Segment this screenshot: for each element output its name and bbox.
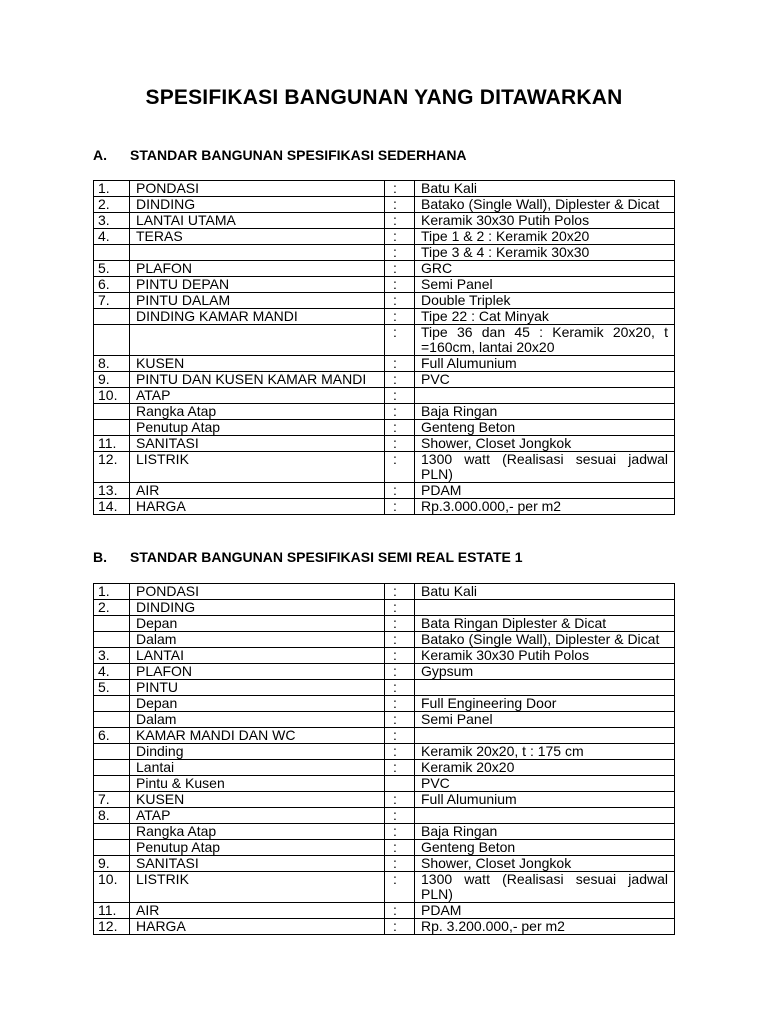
table-row	[94, 372, 675, 388]
row-value: Rp.3.000.000,- per m2	[415, 499, 675, 515]
row-colon: :	[385, 420, 415, 436]
row-item: Depan	[130, 616, 385, 632]
row-colon: :	[385, 872, 415, 903]
row-item: Penutup Atap	[130, 840, 385, 856]
table-row	[94, 648, 675, 664]
table-row	[94, 293, 675, 309]
row-value: Keramik 30x30 Putih Polos	[415, 648, 675, 664]
row-colon: :	[385, 229, 415, 245]
row-item: LANTAI UTAMA	[130, 213, 385, 229]
row-number	[94, 696, 130, 712]
table-row	[94, 903, 675, 919]
table-row	[94, 792, 675, 808]
section-b-heading	[93, 549, 523, 565]
row-colon	[385, 776, 415, 792]
row-value	[415, 728, 675, 744]
row-value: Keramik 20x20	[415, 760, 675, 776]
row-value: Full Engineering Door	[415, 696, 675, 712]
row-value: Tipe 1 & 2 : Keramik 20x20	[415, 229, 675, 245]
row-number: 3.	[94, 213, 130, 229]
row-value: Genteng Beton	[415, 840, 675, 856]
row-value	[415, 388, 675, 404]
row-number: 2.	[94, 197, 130, 213]
table-row	[94, 600, 675, 616]
row-item: KUSEN	[130, 356, 385, 372]
row-value: Genteng Beton	[415, 420, 675, 436]
row-item: LANTAI	[130, 648, 385, 664]
row-item: ATAP	[130, 808, 385, 824]
row-number: 1.	[94, 584, 130, 600]
table-row	[94, 356, 675, 372]
row-value: Baja Ringan	[415, 824, 675, 840]
row-colon: :	[385, 436, 415, 452]
row-item: Penutup Atap	[130, 420, 385, 436]
row-colon: :	[385, 840, 415, 856]
row-number: 10.	[94, 388, 130, 404]
table-row	[94, 680, 675, 696]
row-colon: :	[385, 664, 415, 680]
row-number	[94, 309, 130, 325]
row-value: Double Triplek	[415, 293, 675, 309]
row-colon: :	[385, 245, 415, 261]
table-row	[94, 197, 675, 213]
row-colon: :	[385, 616, 415, 632]
row-colon: :	[385, 499, 415, 515]
spec-table-b	[93, 583, 675, 935]
row-value	[415, 808, 675, 824]
row-number: 8.	[94, 808, 130, 824]
table-row	[94, 483, 675, 499]
row-item: Dinding	[130, 744, 385, 760]
row-value: Full Alumunium	[415, 792, 675, 808]
row-colon: :	[385, 919, 415, 935]
row-colon: :	[385, 277, 415, 293]
section-heading-text: STANDAR BANGUNAN SPESIFIKASI SEDERHANA	[130, 147, 467, 163]
row-colon: :	[385, 293, 415, 309]
row-number: 11.	[94, 436, 130, 452]
row-value: Gypsum	[415, 664, 675, 680]
row-colon: :	[385, 744, 415, 760]
row-value: Tipe 3 & 4 : Keramik 30x30	[415, 245, 675, 261]
row-item: ATAP	[130, 388, 385, 404]
row-value: Rp. 3.200.000,- per m2	[415, 919, 675, 935]
row-colon: :	[385, 792, 415, 808]
table-row	[94, 744, 675, 760]
table-row	[94, 213, 675, 229]
row-value	[415, 680, 675, 696]
section-heading-text: STANDAR BANGUNAN SPESIFIKASI SEMI REAL ESTATE 1	[130, 549, 523, 565]
row-colon: :	[385, 213, 415, 229]
row-number: 13.	[94, 483, 130, 499]
row-value: Semi Panel	[415, 277, 675, 293]
table-row	[94, 696, 675, 712]
row-number	[94, 632, 130, 648]
row-value: Tipe 22 : Cat Minyak	[415, 309, 675, 325]
table-row	[94, 277, 675, 293]
row-item: PINTU DAN KUSEN KAMAR MANDI	[130, 372, 385, 388]
row-value: Shower, Closet Jongkok	[415, 436, 675, 452]
row-value: Full Alumunium	[415, 356, 675, 372]
row-item: TERAS	[130, 229, 385, 245]
row-colon: :	[385, 388, 415, 404]
table-row	[94, 712, 675, 728]
row-item: PINTU DEPAN	[130, 277, 385, 293]
table-row	[94, 452, 675, 483]
row-number: 4.	[94, 229, 130, 245]
table-row	[94, 325, 675, 356]
row-number: 12.	[94, 452, 130, 483]
table-row	[94, 245, 675, 261]
row-item: PLAFON	[130, 664, 385, 680]
row-item: Dalam	[130, 712, 385, 728]
row-value: Batu Kali	[415, 181, 675, 197]
row-colon: :	[385, 632, 415, 648]
row-item: LISTRIK	[130, 452, 385, 483]
row-colon: :	[385, 404, 415, 420]
table-row	[94, 584, 675, 600]
row-item: Rangka Atap	[130, 404, 385, 420]
table-row	[94, 664, 675, 680]
row-number: 6.	[94, 277, 130, 293]
page-title: SPESIFIKASI BANGUNAN YANG DITAWARKAN	[145, 86, 623, 109]
row-value: PVC	[415, 372, 675, 388]
table-row	[94, 436, 675, 452]
table-row	[94, 840, 675, 856]
table-row	[94, 616, 675, 632]
table-row	[94, 824, 675, 840]
row-item: HARGA	[130, 499, 385, 515]
row-number: 9.	[94, 856, 130, 872]
table-row	[94, 919, 675, 935]
row-colon: :	[385, 600, 415, 616]
row-value: 1300 watt (Realisasi sesuai jadwal PLN)	[415, 452, 675, 483]
row-number: 7.	[94, 293, 130, 309]
row-item: PONDASI	[130, 181, 385, 197]
row-colon: :	[385, 452, 415, 483]
table-row	[94, 856, 675, 872]
table-row	[94, 808, 675, 824]
row-number	[94, 420, 130, 436]
row-colon: :	[385, 372, 415, 388]
row-item: Pintu & Kusen	[130, 776, 385, 792]
row-colon: :	[385, 808, 415, 824]
row-number: 3.	[94, 648, 130, 664]
row-item: KAMAR MANDI DAN WC	[130, 728, 385, 744]
row-number: 5.	[94, 261, 130, 277]
table-row	[94, 404, 675, 420]
row-item: Depan	[130, 696, 385, 712]
row-number: 6.	[94, 728, 130, 744]
row-item	[130, 245, 385, 261]
row-item: DINDING	[130, 600, 385, 616]
row-colon: :	[385, 181, 415, 197]
table-row	[94, 420, 675, 436]
row-item: Rangka Atap	[130, 824, 385, 840]
row-value: PDAM	[415, 483, 675, 499]
row-value: PVC	[415, 776, 675, 792]
row-colon: :	[385, 309, 415, 325]
row-value: Batu Kali	[415, 584, 675, 600]
row-value: PDAM	[415, 903, 675, 919]
row-value: Shower, Closet Jongkok	[415, 856, 675, 872]
row-number	[94, 760, 130, 776]
row-number: 14.	[94, 499, 130, 515]
table-row	[94, 261, 675, 277]
row-value: Baja Ringan	[415, 404, 675, 420]
table-row	[94, 632, 675, 648]
table-row	[94, 499, 675, 515]
row-colon: :	[385, 584, 415, 600]
row-number	[94, 744, 130, 760]
table-row	[94, 872, 675, 903]
row-value: Bata Ringan Diplester & Dicat	[415, 616, 675, 632]
row-number	[94, 404, 130, 420]
table-row	[94, 760, 675, 776]
row-value: GRC	[415, 261, 675, 277]
table-row	[94, 776, 675, 792]
row-value: Keramik 30x30 Putih Polos	[415, 213, 675, 229]
row-value: Semi Panel	[415, 712, 675, 728]
row-colon: :	[385, 760, 415, 776]
row-number	[94, 840, 130, 856]
row-colon: :	[385, 261, 415, 277]
row-colon: :	[385, 356, 415, 372]
row-value: Batako (Single Wall), Diplester & Dicat	[415, 632, 675, 648]
row-item: HARGA	[130, 919, 385, 935]
row-number	[94, 776, 130, 792]
row-colon: :	[385, 903, 415, 919]
row-number	[94, 245, 130, 261]
row-item: AIR	[130, 903, 385, 919]
row-colon: :	[385, 197, 415, 213]
row-colon: :	[385, 712, 415, 728]
row-number: 7.	[94, 792, 130, 808]
row-number: 4.	[94, 664, 130, 680]
row-number: 9.	[94, 372, 130, 388]
row-number: 11.	[94, 903, 130, 919]
row-colon: :	[385, 680, 415, 696]
row-colon: :	[385, 325, 415, 356]
row-item: PINTU	[130, 680, 385, 696]
row-number: 2.	[94, 600, 130, 616]
section-letter: B.	[93, 549, 107, 565]
table-row	[94, 388, 675, 404]
row-value: 1300 watt (Realisasi sesuai jadwal PLN)	[415, 872, 675, 903]
row-value: Keramik 20x20, t : 175 cm	[415, 744, 675, 760]
row-item: PINTU DALAM	[130, 293, 385, 309]
table-row	[94, 181, 675, 197]
row-number	[94, 824, 130, 840]
row-item	[130, 325, 385, 356]
row-item: LISTRIK	[130, 872, 385, 903]
row-item: PLAFON	[130, 261, 385, 277]
row-value: Tipe 36 dan 45 : Keramik 20x20, t =160cm, lantai 20x20	[415, 325, 675, 356]
row-item: Lantai	[130, 760, 385, 776]
table-row	[94, 728, 675, 744]
row-number: 1.	[94, 181, 130, 197]
table-row	[94, 309, 675, 325]
row-number: 5.	[94, 680, 130, 696]
row-item: DINDING	[130, 197, 385, 213]
row-colon: :	[385, 856, 415, 872]
section-letter: A.	[93, 147, 107, 163]
row-colon: :	[385, 728, 415, 744]
row-number	[94, 712, 130, 728]
row-item: AIR	[130, 483, 385, 499]
row-colon: :	[385, 483, 415, 499]
row-value: Batako (Single Wall), Diplester & Dicat	[415, 197, 675, 213]
row-item: PONDASI	[130, 584, 385, 600]
row-number: 10.	[94, 872, 130, 903]
row-number: 8.	[94, 356, 130, 372]
spec-table-a	[93, 180, 675, 515]
row-number: 12.	[94, 919, 130, 935]
row-number	[94, 616, 130, 632]
row-item: SANITASI	[130, 436, 385, 452]
row-value	[415, 600, 675, 616]
row-colon: :	[385, 696, 415, 712]
row-item: SANITASI	[130, 856, 385, 872]
section-a-heading	[93, 147, 467, 163]
row-colon: :	[385, 824, 415, 840]
row-item: Dalam	[130, 632, 385, 648]
row-item: KUSEN	[130, 792, 385, 808]
row-number	[94, 325, 130, 356]
row-item: DINDING KAMAR MANDI	[130, 309, 385, 325]
row-colon: :	[385, 648, 415, 664]
table-row	[94, 229, 675, 245]
